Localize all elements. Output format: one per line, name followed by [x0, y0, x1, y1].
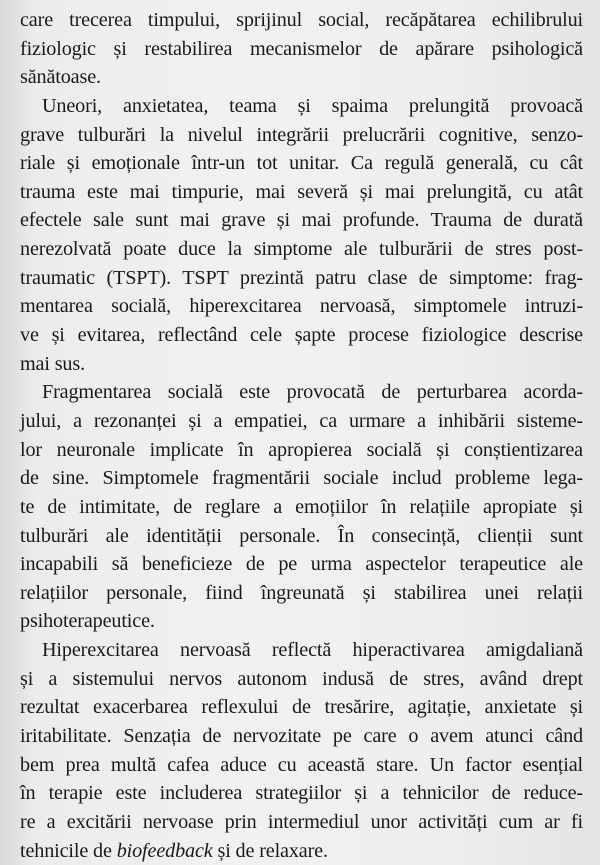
- text-line: lor neuronale implicate în apropierea socială și conștientizarea: [20, 438, 583, 461]
- text-line: jului, a rezonanței și a empatiei, ca urmare a inhibării sisteme-: [20, 409, 583, 432]
- paragraph-1: [20, 6, 583, 92]
- text-line: fiziologic și restabilirea mecanismelor de apărare psihologică: [20, 37, 583, 60]
- text-line: relațiilor personale, fiind îngreunată și stabilirea unei relații: [20, 581, 583, 604]
- italic-term: biofeedback: [116, 839, 213, 862]
- text-line: mai sus.: [20, 352, 85, 375]
- text-line: care trecerea timpului, sprijinul social, recăpătarea echilibrului: [20, 9, 583, 31]
- text-line: și a sistemului nervos autonom indusă de stres, având drept: [20, 667, 583, 690]
- text-line: Uneori, anxietatea, teama și spaima prelungită provoacă: [42, 94, 583, 117]
- text-line: mentarea socială, hiperexcitarea nervoasă, simptomele intruzi-: [20, 295, 583, 318]
- text-span: tehnicile de: [20, 839, 117, 862]
- text-line: în terapie este includerea strategiilor și a tehnicilor de reduce-: [20, 782, 583, 805]
- text-line: sănătoase.: [20, 66, 101, 89]
- text-span: și de relaxare.: [212, 839, 328, 862]
- text-line: [20, 837, 583, 865]
- paragraph-3: [20, 378, 583, 636]
- text-line: riale și emoționale într-un tot unitar. Ca regulă generală, cu cât: [20, 152, 583, 175]
- text-line: bem prea multă cafea aduce cu această stare. Un factor esențial: [20, 753, 583, 776]
- text-line: re a excitării nervoase prin intermediul unor activități cum ar fi: [20, 810, 583, 833]
- text-line: trauma este mai timpurie, mai severă și mai prelungită, cu atât: [20, 180, 583, 203]
- text-line: incapabili să beneficieze de pe urma aspectelor terapeutice ale: [20, 553, 583, 576]
- text-line: tulburări ale identității personale. În consecință, clienții sunt: [20, 524, 583, 547]
- text-line: Hiperexcitarea nervoasă reflectă hiperactivarea amigdaliană: [42, 639, 583, 662]
- text-line: efectele sale sunt mai grave și mai profunde. Trauma de durată: [20, 209, 583, 232]
- text-line: iritabilitate. Senzația de nervozitate pe care o avem atunci când: [20, 725, 583, 748]
- text-line: Fragmentarea socială este provocată de perturbarea acorda-: [42, 381, 583, 404]
- text-line: psihoterapeutice.: [20, 610, 155, 633]
- text-line: traumatic (TSPT). TSPT prezintă patru clase de simptome: frag-: [20, 266, 583, 289]
- paragraph-4: [20, 636, 583, 865]
- text-line: de sine. Simptomele fragmentării sociale includ probleme lega-: [20, 467, 583, 490]
- book-page: [20, 6, 583, 865]
- text-line: grave tulburări la nivelul integrării prelucrării cognitive, senzo-: [20, 123, 583, 146]
- paragraph-2: [20, 92, 583, 378]
- text-line: te de intimitate, de reglare a emoțiilor în relațiile apropiate și: [20, 495, 583, 518]
- text-line: nerezolvată poate duce la simptome ale tulburării de stres post-: [20, 238, 583, 261]
- text-line: rezultat exacerbarea reflexului de tresărire, agitație, anxietate și: [20, 696, 583, 719]
- text-line: ve și evitarea, reflectând cele șapte procese fiziologice descrise: [20, 324, 583, 347]
